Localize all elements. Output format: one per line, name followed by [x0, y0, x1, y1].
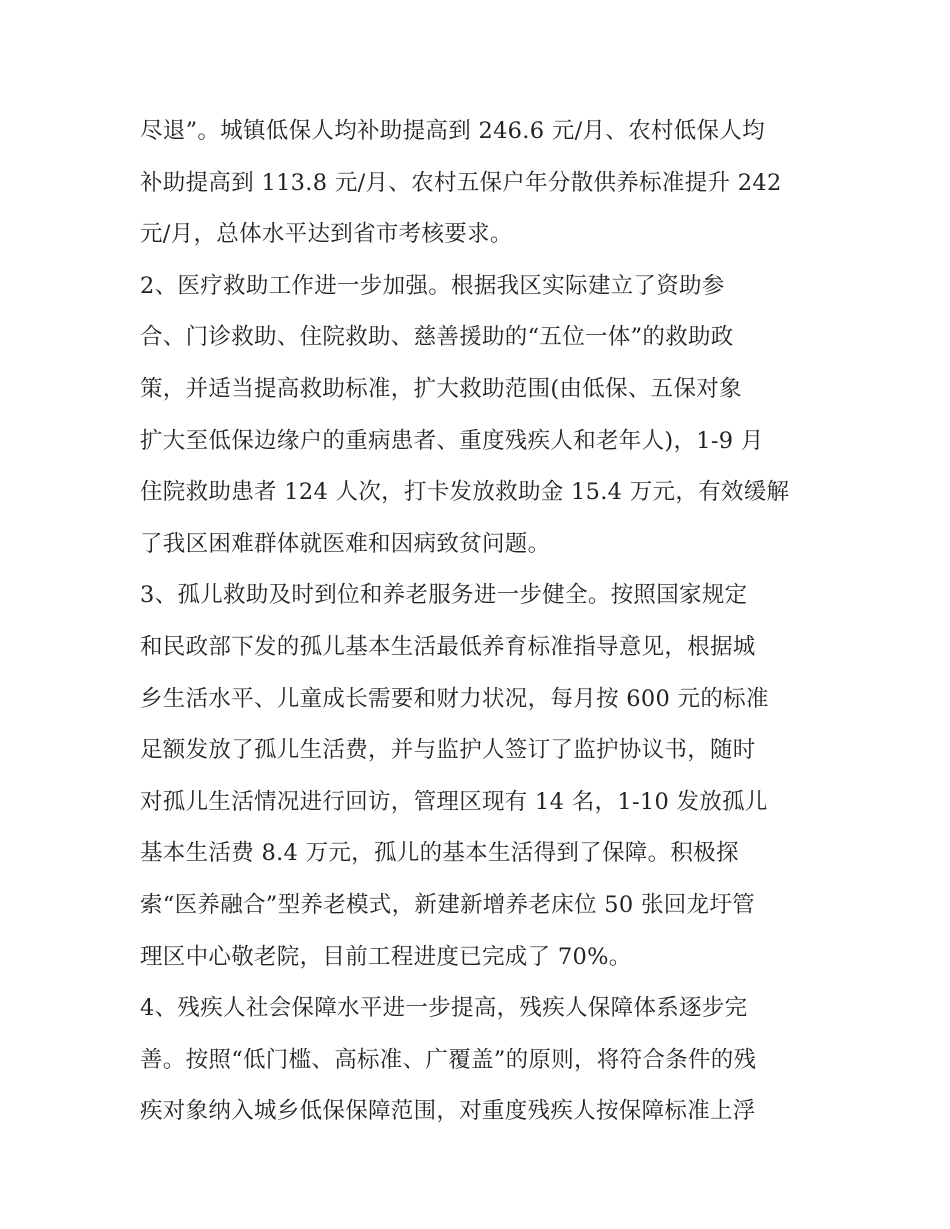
text-line: 合、门诊救助、住院救助、慈善援助的“五位一体”的救助政	[140, 324, 734, 351]
text-line: 和民政部下发的孤儿基本生活最低养育标准指导意见，根据城	[140, 633, 756, 660]
text-line: 对孤儿生活情况进行回访，管理区现有 14 名，1-10 发放孤儿	[140, 788, 768, 815]
text-line: 尽退”。城镇低保人均补助提高到 246.6 元/月、农村低保人均	[140, 118, 765, 144]
text-line: 疾对象纳入城乡低保保障范围，对重度残疾人按保障标准上浮	[140, 1098, 756, 1125]
text-line: 3、孤儿救助及时到位和养老服务进一步健全。按照国家规定	[140, 582, 748, 609]
text-line: 扩大至低保边缘户的重病患者、重度残疾人和老年人)，1-9 月	[140, 427, 764, 454]
text-line: 4、残疾人社会保障水平进一步提高，残疾人保障体系逐步完	[140, 995, 748, 1022]
text-line: 善。按照“低门槛、高标准、广覆盖”的原则，将符合条件的残	[140, 1046, 757, 1073]
text-line: 乡生活水平、儿童成长需要和财力状况，每月按 600 元的标准	[140, 685, 769, 712]
text-line: 足额发放了孤儿生活费，并与监护人签订了监护协议书，随时	[140, 737, 756, 764]
text-line: 补助提高到 113.8 元/月、农村五保户年分散供养标准提升 242	[140, 169, 782, 196]
text-line: 元/月，总体水平达到省市考核要求。	[140, 221, 513, 248]
text-line: 索“医养融合”型养老模式，新建新增养老床位 50 张回龙圩管	[140, 891, 755, 918]
text-line: 理区中心敬老院，目前工程进度已完成了 70%。	[140, 943, 632, 970]
text-line: 了我区困难群体就医难和因病致贫问题。	[140, 530, 551, 557]
text-line: 住院救助患者 124 人次，打卡发放救助金 15.4 万元，有效缓解	[140, 479, 790, 506]
body-text	[140, 106, 820, 1138]
text-line: 策，并适当提高救助标准，扩大救助范围(由低保、五保对象	[140, 375, 742, 402]
text-line: 2、医疗救助工作进一步加强。根据我区实际建立了资助参	[140, 272, 725, 299]
text-line: 基本生活费 8.4 万元，孤儿的基本生活得到了保障。积极探	[140, 840, 739, 867]
